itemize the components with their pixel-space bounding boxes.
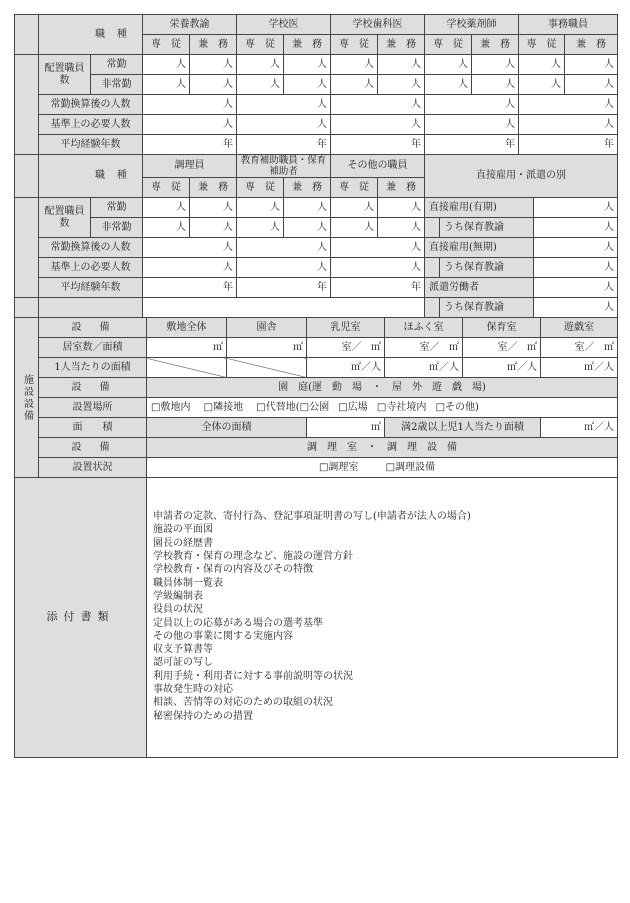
sub-part: 兼 務 xyxy=(284,35,331,55)
count-cell[interactable]: 人 xyxy=(519,115,618,135)
place-label: 設置場所 xyxy=(39,398,147,418)
count-cell[interactable]: 人 xyxy=(425,115,519,135)
attachment-item: 秘密保持のための措置 xyxy=(153,710,253,722)
attachment-item: 収支予算書等 xyxy=(153,644,213,656)
hire-header: 直接雇用・派遣の別 xyxy=(425,155,618,198)
count-cell[interactable]: 人 xyxy=(331,95,425,115)
checkbox-chourisetsubi[interactable]: □調理設備 xyxy=(385,461,436,473)
area-hoiku: 保育室 xyxy=(463,318,541,338)
attachment-item: 園長の経歴書 xyxy=(153,537,213,549)
count-cell[interactable]: 人 xyxy=(237,258,331,278)
count-cell[interactable]: 人 xyxy=(519,95,618,115)
checkbox-rinsetsu[interactable]: □隣接地 xyxy=(203,401,244,413)
count-cell[interactable]: 人 xyxy=(190,55,237,75)
count-cell[interactable]: 人 xyxy=(284,55,331,75)
install-label: 設置状況 xyxy=(39,458,147,478)
attachment-item: 事故発生時の対応 xyxy=(153,683,233,695)
room-area-cell[interactable]: 室／ ㎡ xyxy=(307,338,385,358)
room-area-cell[interactable]: 室／ ㎡ xyxy=(541,338,618,358)
kansan-label: 常勤換算後の人数 xyxy=(39,95,143,115)
count-cell[interactable]: 人 xyxy=(143,55,190,75)
count-cell[interactable]: 人 xyxy=(331,218,378,238)
count-cell[interactable]: 人 xyxy=(425,55,472,75)
year-cell[interactable]: 年 xyxy=(143,278,237,298)
place-options xyxy=(147,398,618,418)
role-eiyou: 栄養教諭 xyxy=(143,15,237,35)
application-form-sheet xyxy=(14,14,617,758)
role-header: 職種 xyxy=(39,15,143,55)
count-cell[interactable]: 人 xyxy=(425,75,472,95)
sub-part: 兼 務 xyxy=(472,35,519,55)
checkbox-daitai-kouen[interactable]: □代替地(□公園 xyxy=(256,401,330,413)
role-gakkoui: 学校医 xyxy=(237,15,331,35)
kijun-label: 基準上の必要人数 xyxy=(39,115,143,135)
attachment-item: 学校教育・保育の理念など、施設の運営方針 xyxy=(153,551,353,563)
count-cell[interactable]: 人 xyxy=(237,75,284,95)
checkbox-sonota[interactable]: □その他) xyxy=(435,401,479,413)
count-cell[interactable]: 人 xyxy=(190,198,237,218)
sub-full: 専 従 xyxy=(519,35,565,55)
count-cell[interactable]: 人 xyxy=(190,218,237,238)
count-cell[interactable]: 人 xyxy=(425,95,519,115)
count-cell[interactable]: 人 xyxy=(190,75,237,95)
per-child-area-label: 満2歳以上児1人当たり面積 xyxy=(385,418,541,438)
count-cell[interactable]: 人 xyxy=(284,218,331,238)
attachment-item: 利用手続・利用者に対する事前説明等の状況 xyxy=(153,670,353,682)
sub-part: 兼 務 xyxy=(378,178,425,198)
count-cell[interactable]: 人 xyxy=(284,75,331,95)
count-cell[interactable]: 人 xyxy=(237,95,331,115)
facility-section-label: 施設設備 xyxy=(15,318,39,478)
spacer xyxy=(39,298,143,318)
room-area-cell[interactable]: 室／ ㎡ xyxy=(385,338,463,358)
count-cell[interactable]: 人 xyxy=(237,218,284,238)
attachment-item: 申請者の定款、寄付行為、登記事項証明書の写し(申請者が法人の場合) xyxy=(153,511,471,523)
diagonal-cell xyxy=(227,358,307,378)
hire-count-cell[interactable]: 人 xyxy=(534,258,618,278)
hire-count-cell[interactable]: 人 xyxy=(534,298,618,318)
year-cell[interactable]: 年 xyxy=(519,135,618,155)
count-cell[interactable]: 人 xyxy=(284,198,331,218)
count-cell[interactable]: 人 xyxy=(237,115,331,135)
count-cell[interactable]: 人 xyxy=(378,55,425,75)
area-label: 面 積 xyxy=(39,418,147,438)
count-cell[interactable]: 人 xyxy=(237,238,331,258)
keiken-label: 平均経験年数 xyxy=(39,135,143,155)
count-cell[interactable]: 人 xyxy=(565,55,618,75)
sub-full: 専 従 xyxy=(425,35,472,55)
count-cell[interactable]: 人 xyxy=(472,55,519,75)
sub-full: 専 従 xyxy=(143,35,190,55)
per-person-cell[interactable]: ㎡／人 xyxy=(307,358,385,378)
count-cell[interactable]: 人 xyxy=(331,238,425,258)
attachment-item: 学校教育・保育の内容及びその特徴 xyxy=(153,564,313,576)
per-person-label: 1人当たりの面積 xyxy=(39,358,147,378)
hire-haken-label: 派遣労働者 xyxy=(425,278,534,298)
area-hofuku: ほふく室 xyxy=(385,318,463,338)
count-cell[interactable]: 人 xyxy=(378,198,425,218)
attachment-item: 役員の状況 xyxy=(153,604,203,616)
count-cell[interactable]: 人 xyxy=(237,55,284,75)
sub-full: 専 従 xyxy=(237,178,284,198)
attachments-list xyxy=(147,478,618,758)
per-person-cell[interactable]: ㎡／人 xyxy=(463,358,541,378)
year-cell[interactable]: 年 xyxy=(331,135,425,155)
sub-full: 専 従 xyxy=(331,35,378,55)
total-area-cell[interactable]: ㎡ xyxy=(307,418,385,438)
indent-spacer xyxy=(425,298,440,318)
haichi-label: 配置職員数 xyxy=(39,55,91,95)
haichi-label: 配置職員数 xyxy=(39,198,91,238)
equip-header: 設 備 xyxy=(39,438,147,458)
spacer xyxy=(143,298,425,318)
hire-muki-label: 直接雇用(無期) xyxy=(425,238,534,258)
sub-full: 専 従 xyxy=(237,35,284,55)
sub-part: 兼 務 xyxy=(565,35,618,55)
area-ensha: 園舎 xyxy=(227,318,307,338)
sub-part: 兼 務 xyxy=(284,178,331,198)
hire-hoikukyouyu-label: うち保育教諭 xyxy=(440,258,534,278)
count-cell[interactable]: 人 xyxy=(331,75,378,95)
staff-table-2 xyxy=(14,154,618,318)
joukin-label: 常勤 xyxy=(91,198,143,218)
attachment-item: 定員以上の応募がある場合の選考基準 xyxy=(153,617,323,629)
hijoukin-label: 非常勤 xyxy=(91,75,143,95)
count-cell[interactable]: 人 xyxy=(331,258,425,278)
count-cell[interactable]: 人 xyxy=(378,75,425,95)
indent-spacer xyxy=(425,258,440,278)
hire-count-cell[interactable]: 人 xyxy=(534,278,618,298)
count-cell[interactable]: 人 xyxy=(143,75,190,95)
equip-header: 設 備 xyxy=(39,318,147,338)
count-cell[interactable]: 人 xyxy=(472,75,519,95)
sub-full: 専 従 xyxy=(143,178,190,198)
count-cell[interactable]: 人 xyxy=(378,218,425,238)
staff-table-1 xyxy=(14,14,618,155)
install-options xyxy=(147,458,618,478)
role-chouri: 調理員 xyxy=(143,155,237,178)
kijun-label: 基準上の必要人数 xyxy=(39,258,143,278)
attachments-table xyxy=(14,477,618,758)
checkbox-hiroba[interactable]: □広場 xyxy=(338,401,368,413)
attachment-item: 施設の平面図 xyxy=(153,524,213,536)
kitchen-header: 調 理 室 ・ 調 理 設 備 xyxy=(147,438,618,458)
role-sonota: その他の職員 xyxy=(331,155,425,178)
attachment-item: 相談、苦情等の対応のための取組の状況 xyxy=(153,697,333,709)
area-nyuuji: 乳児室 xyxy=(307,318,385,338)
attachments-label: 添付書類 xyxy=(15,478,147,758)
room-area-cell[interactable]: 室／ ㎡ xyxy=(463,338,541,358)
diagonal-cell xyxy=(147,358,227,378)
per-person-cell[interactable]: ㎡／人 xyxy=(541,358,618,378)
count-cell[interactable]: 人 xyxy=(331,115,425,135)
count-cell[interactable]: 人 xyxy=(331,198,378,218)
garden-header: 園 庭(運 動 場 ・ 屋 外 遊 戯 場) xyxy=(147,378,618,398)
checkbox-chourishitsu[interactable]: □調理室 xyxy=(318,461,359,473)
count-cell[interactable]: 人 xyxy=(519,75,565,95)
sub-part: 兼 務 xyxy=(190,178,237,198)
count-cell[interactable]: 人 xyxy=(519,55,565,75)
count-cell[interactable]: 人 xyxy=(143,258,237,278)
count-cell[interactable]: 人 xyxy=(143,218,190,238)
count-cell[interactable]: 人 xyxy=(143,198,190,218)
keiken-label: 平均経験年数 xyxy=(39,278,143,298)
area-shikichi: 敷地全体 xyxy=(147,318,227,338)
equip-header: 設 備 xyxy=(39,378,147,398)
hire-count-cell[interactable]: 人 xyxy=(534,218,618,238)
checkbox-shikichi[interactable]: □敷地内 xyxy=(151,401,191,413)
hire-count-cell[interactable]: 人 xyxy=(534,198,618,218)
room-area-label: 居室数／面積 xyxy=(39,338,147,358)
sub-part: 兼 務 xyxy=(190,35,237,55)
count-cell[interactable]: 人 xyxy=(143,238,237,258)
role-header: 職種 xyxy=(39,155,143,198)
sub-part: 兼 務 xyxy=(378,35,425,55)
count-cell[interactable]: 人 xyxy=(331,55,378,75)
facility-table xyxy=(14,317,618,478)
attachment-item: 認可証の写し xyxy=(153,657,213,669)
year-cell[interactable]: 年 xyxy=(331,278,425,298)
count-cell[interactable]: 人 xyxy=(237,198,284,218)
year-cell[interactable]: 年 xyxy=(237,278,331,298)
joukin-label: 常勤 xyxy=(91,55,143,75)
checkbox-jisha[interactable]: □寺社境内 xyxy=(376,401,427,413)
attachment-item: 学級編制表 xyxy=(153,590,203,602)
attachment-item: 職員体制一覧表 xyxy=(153,577,223,589)
count-cell[interactable]: 人 xyxy=(565,75,618,95)
kansan-label: 常勤換算後の人数 xyxy=(39,238,143,258)
count-cell[interactable]: 人 xyxy=(143,115,237,135)
count-cell[interactable]: 人 xyxy=(143,95,237,115)
area-cell[interactable]: ㎡ xyxy=(227,338,307,358)
role-jimu: 事務職員 xyxy=(519,15,618,35)
area-yuugi: 遊戯室 xyxy=(541,318,618,338)
role-hojo: 教育補助職員・保育補助者 xyxy=(237,155,331,178)
role-yakuzai: 学校薬剤師 xyxy=(425,15,519,35)
role-shikai: 学校歯科医 xyxy=(331,15,425,35)
hire-hoikukyouyu-label: うち保育教諭 xyxy=(440,298,534,318)
hire-yuuki-label: 直接雇用(有期) xyxy=(425,198,534,218)
sub-full: 専 従 xyxy=(331,178,378,198)
hijoukin-label: 非常勤 xyxy=(91,218,143,238)
per-person-cell[interactable]: ㎡／人 xyxy=(385,358,463,378)
year-cell[interactable]: 年 xyxy=(425,135,519,155)
year-cell[interactable]: 年 xyxy=(143,135,237,155)
year-cell[interactable]: 年 xyxy=(237,135,331,155)
hire-count-cell[interactable]: 人 xyxy=(534,238,618,258)
attachment-item: その他の事業に関する実施内容 xyxy=(153,630,293,642)
per-child-area-cell[interactable]: ㎡／人 xyxy=(541,418,618,438)
indent-spacer xyxy=(425,218,440,238)
area-cell[interactable]: ㎡ xyxy=(147,338,227,358)
hire-hoikukyouyu-label: うち保育教諭 xyxy=(440,218,534,238)
total-area-label: 全体の面積 xyxy=(147,418,307,438)
